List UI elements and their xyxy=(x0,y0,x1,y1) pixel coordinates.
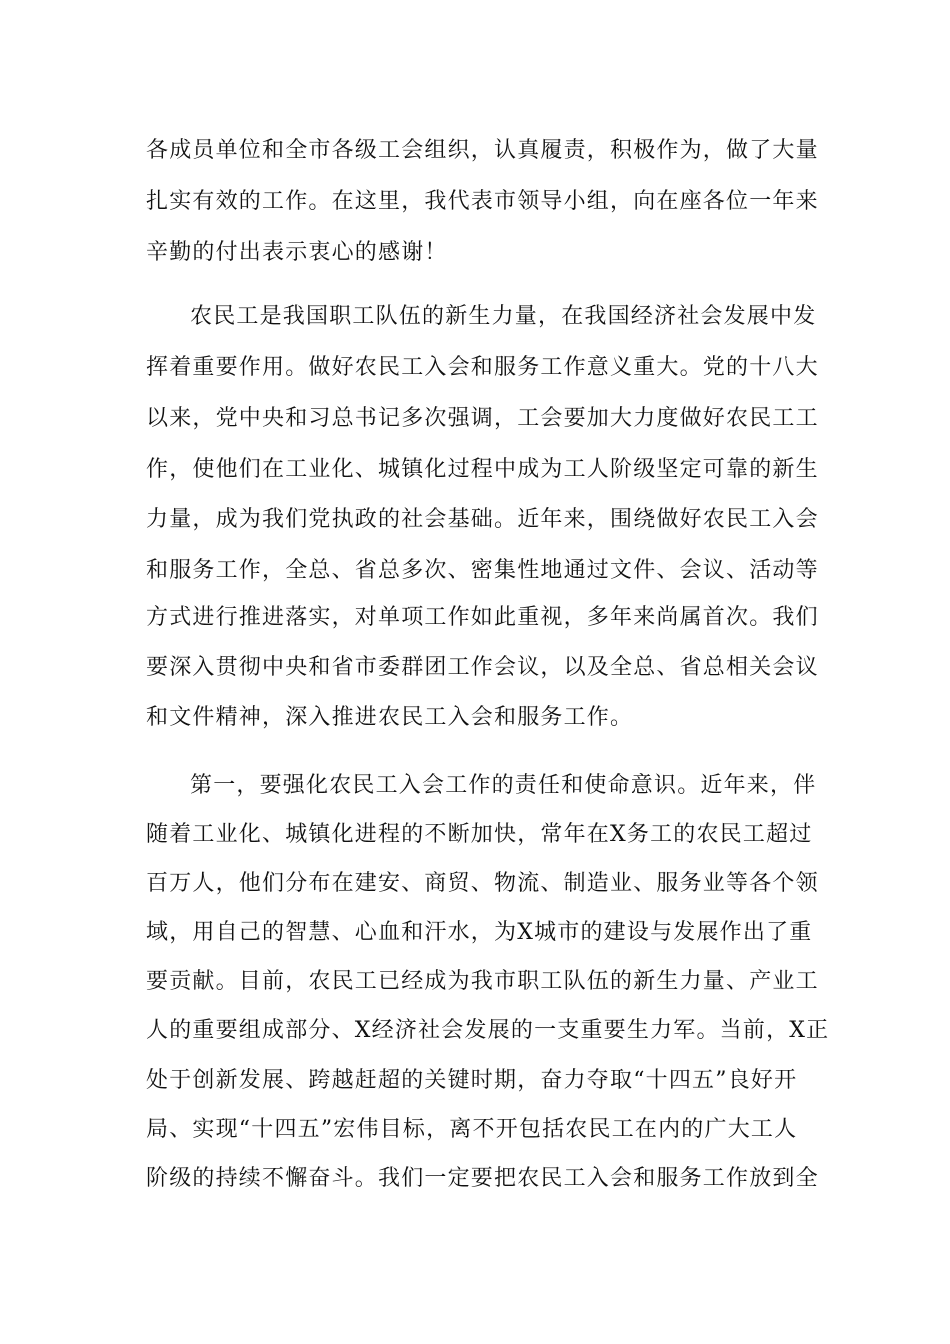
paragraph-2-line-2: 挥着重要作用。做好农民工入会和服务工作意义重大。党的十八大 xyxy=(146,355,819,380)
paragraph-3-line-5: 要贡献。目前，农民工已经成为我市职工队伍的新生力量、产业工 xyxy=(146,969,819,994)
paragraph-3-line-3: 百万人，他们分布在建安、商贸、物流、制造业、服务业等各个领 xyxy=(146,871,819,896)
paragraph-3-line-6: 人的重要组成部分、X经济社会发展的一支重要生力军。当前，X正 xyxy=(146,1018,830,1043)
paragraph-2-line-6: 和服务工作，全总、省总多次、密集性地通过文件、会议、活动等 xyxy=(146,558,819,583)
paragraph-1-line-1: 各成员单位和全市各级工会组织，认真履责，积极作为，做了大量 xyxy=(146,138,819,163)
paragraph-3-line-8: 局、实现“十四五”宏伟目标，离不开包括农民工在内的广大工人 xyxy=(146,1117,798,1142)
paragraph-2-line-7: 方式进行推进落实，对单项工作如此重视，多年来尚属首次。我们 xyxy=(146,605,819,630)
paragraph-3-line-4: 域，用自己的智慧、心血和汗水，为X城市的建设与发展作出了重 xyxy=(146,920,813,945)
paragraph-2-line-3: 以来，党中央和习总书记多次强调，工会要加大力度做好农民工工 xyxy=(146,406,819,431)
paragraph-1-line-2: 扎实有效的工作。在这里，我代表市领导小组，向在座各位一年来 xyxy=(146,189,819,214)
paragraph-3-line-7: 处于创新发展、跨越赶超的关键时期，奋力夺取“十四五”良好开 xyxy=(146,1068,798,1093)
paragraph-2-line-1: 农民工是我国职工队伍的新生力量，在我国经济社会发展中发 xyxy=(190,304,817,329)
paragraph-3-line-1: 第一，要强化农民工入会工作的责任和使命意识。近年来，伴 xyxy=(190,773,817,798)
paragraph-1-line-3: 辛勤的付出表示衷心的感谢！ xyxy=(146,240,448,265)
paragraph-3-line-9: 阶级的持续不懈奋斗。我们一定要把农民工入会和服务工作放到全 xyxy=(146,1166,819,1191)
paragraph-2-line-4: 作，使他们在工业化、城镇化过程中成为工人阶级坚定可靠的新生 xyxy=(146,457,819,482)
paragraph-2-line-8: 要深入贯彻中央和省市委群团工作会议，以及全总、省总相关会议 xyxy=(146,655,819,680)
paragraph-2-line-9: 和文件精神，深入推进农民工入会和服务工作。 xyxy=(146,705,634,730)
paragraph-3-line-2: 随着工业化、城镇化进程的不断加快，常年在X务工的农民工超过 xyxy=(146,822,813,847)
paragraph-2-line-5: 力量，成为我们党执政的社会基础。近年来，围绕做好农民工入会 xyxy=(146,507,819,532)
